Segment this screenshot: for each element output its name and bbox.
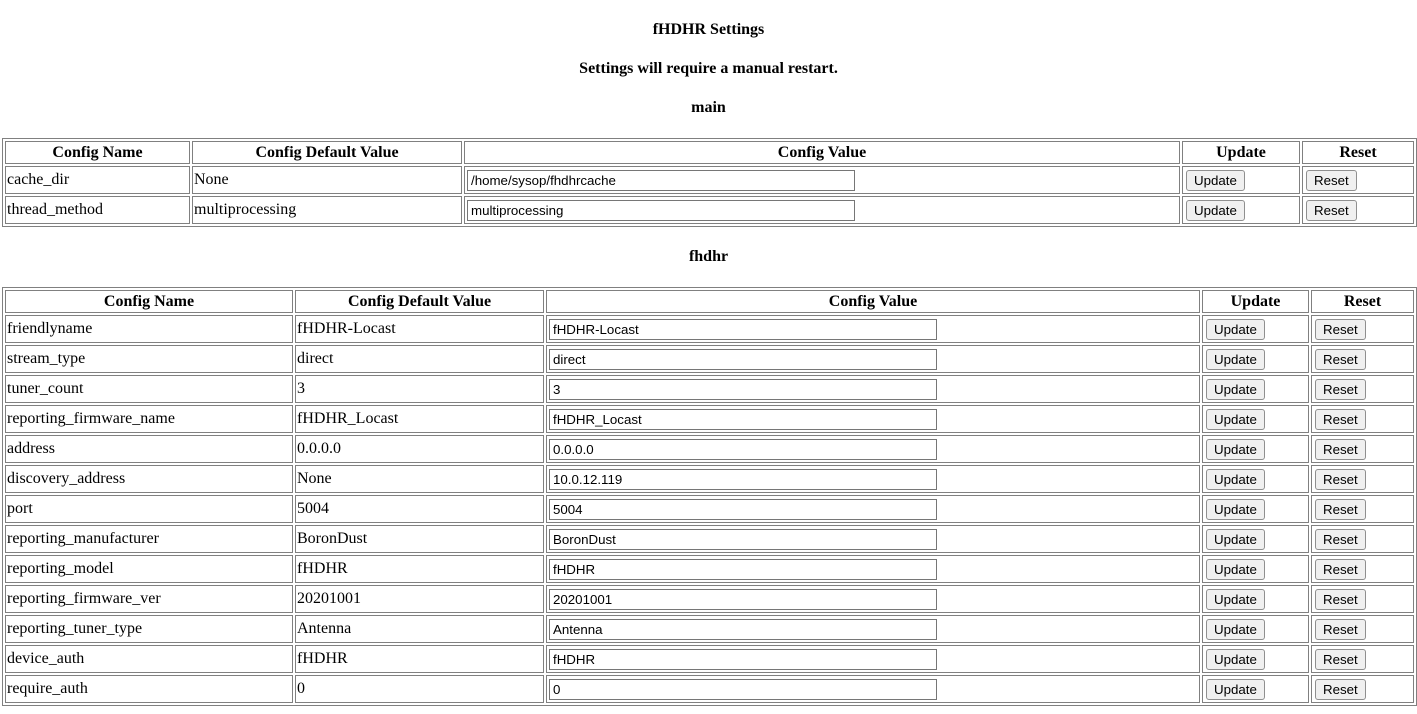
section-heading-main: main (691, 99, 726, 116)
config-value-input[interactable] (467, 200, 855, 221)
config-value-input[interactable] (549, 469, 937, 490)
update-cell (1202, 645, 1309, 673)
config-row (5, 375, 1414, 403)
config-row (5, 465, 1414, 493)
reset-button[interactable]: Reset (1306, 170, 1357, 191)
column-header-config-default-value: Config Default Value (295, 290, 544, 313)
config-name-cell: tuner_count (5, 375, 293, 403)
config-value-input[interactable] (549, 679, 937, 700)
reset-button[interactable]: Reset (1315, 559, 1366, 580)
update-button[interactable]: Update (1186, 170, 1245, 191)
restart-warning: Settings will require a manual restart. (579, 60, 838, 77)
reset-button[interactable]: Reset (1315, 469, 1366, 490)
reset-cell (1302, 166, 1414, 194)
update-cell (1182, 166, 1300, 194)
reset-cell (1311, 345, 1414, 373)
reset-cell (1311, 315, 1414, 343)
update-button[interactable]: Update (1206, 499, 1265, 520)
config-name-cell: port (5, 495, 293, 523)
update-button[interactable]: Update (1206, 679, 1265, 700)
config-name-cell: reporting_tuner_type (5, 615, 293, 643)
config-default-value-cell: Antenna (295, 615, 544, 643)
page-title: fHDHR Settings (652, 21, 765, 38)
config-row (5, 585, 1414, 613)
section-heading-fhdhr: fhdhr (688, 248, 729, 265)
config-name-cell: require_auth (5, 675, 293, 703)
update-button[interactable]: Update (1206, 379, 1265, 400)
update-cell (1202, 375, 1309, 403)
config-name-cell: thread_method (5, 196, 190, 224)
reset-cell (1311, 615, 1414, 643)
reset-button[interactable]: Reset (1315, 439, 1366, 460)
update-cell (1202, 345, 1309, 373)
update-cell (1182, 196, 1300, 224)
update-button[interactable]: Update (1206, 589, 1265, 610)
update-cell (1202, 495, 1309, 523)
update-button[interactable]: Update (1206, 619, 1265, 640)
column-header-update: Update (1182, 141, 1300, 164)
reset-cell (1311, 405, 1414, 433)
table-header-row (5, 141, 1414, 164)
config-value-input[interactable] (549, 349, 937, 370)
fhdhr-settings-table (2, 287, 1417, 706)
reset-cell (1311, 555, 1414, 583)
config-value-input[interactable] (549, 439, 937, 460)
config-value-cell (464, 166, 1180, 194)
reset-button[interactable]: Reset (1315, 499, 1366, 520)
update-button[interactable]: Update (1186, 200, 1245, 221)
reset-cell (1311, 495, 1414, 523)
reset-button[interactable]: Reset (1315, 649, 1366, 670)
update-cell (1202, 585, 1309, 613)
table-header-row (5, 290, 1414, 313)
config-name-cell: device_auth (5, 645, 293, 673)
column-header-update: Update (1202, 290, 1309, 313)
config-value-input[interactable] (549, 319, 937, 340)
update-cell (1202, 555, 1309, 583)
column-header-config-default-value: Config Default Value (192, 141, 462, 164)
config-value-input[interactable] (549, 499, 937, 520)
config-value-cell (546, 465, 1200, 493)
config-name-cell: reporting_firmware_name (5, 405, 293, 433)
update-cell (1202, 675, 1309, 703)
update-button[interactable]: Update (1206, 649, 1265, 670)
update-button[interactable]: Update (1206, 469, 1265, 490)
reset-cell (1311, 435, 1414, 463)
reset-button[interactable]: Reset (1315, 679, 1366, 700)
config-value-input[interactable] (549, 529, 937, 550)
update-cell (1202, 615, 1309, 643)
config-value-cell (546, 375, 1200, 403)
config-value-cell (546, 585, 1200, 613)
config-value-input[interactable] (549, 379, 937, 400)
config-row (5, 615, 1414, 643)
update-cell (1202, 315, 1309, 343)
config-row (5, 345, 1414, 373)
config-value-cell (546, 675, 1200, 703)
config-default-value-cell: None (192, 166, 462, 194)
config-default-value-cell: fHDHR (295, 645, 544, 673)
reset-cell (1311, 525, 1414, 553)
main-settings-table (2, 138, 1417, 227)
column-header-reset: Reset (1302, 141, 1414, 164)
reset-cell (1311, 585, 1414, 613)
config-row (5, 166, 1414, 194)
config-value-cell (546, 525, 1200, 553)
update-cell (1202, 435, 1309, 463)
config-name-cell: discovery_address (5, 465, 293, 493)
config-name-cell: reporting_model (5, 555, 293, 583)
config-row (5, 555, 1414, 583)
config-default-value-cell: None (295, 465, 544, 493)
config-default-value-cell: fHDHR_Locast (295, 405, 544, 433)
reset-cell (1311, 375, 1414, 403)
reset-cell (1311, 675, 1414, 703)
config-value-cell (546, 435, 1200, 463)
config-default-value-cell: 0 (295, 675, 544, 703)
config-value-cell (546, 405, 1200, 433)
config-default-value-cell: 5004 (295, 495, 544, 523)
config-value-input[interactable] (549, 409, 937, 430)
reset-button[interactable]: Reset (1315, 409, 1366, 430)
reset-button[interactable]: Reset (1315, 349, 1366, 370)
config-name-cell: friendlyname (5, 315, 293, 343)
reset-cell (1302, 196, 1414, 224)
column-header-reset: Reset (1311, 290, 1414, 313)
update-button[interactable]: Update (1206, 559, 1265, 580)
config-default-value-cell: 3 (295, 375, 544, 403)
config-value-input[interactable] (549, 649, 937, 670)
reset-button[interactable]: Reset (1315, 379, 1366, 400)
config-value-cell (546, 315, 1200, 343)
update-button[interactable]: Update (1206, 319, 1265, 340)
config-default-value-cell: fHDHR (295, 555, 544, 583)
config-default-value-cell: 0.0.0.0 (295, 435, 544, 463)
config-row (5, 405, 1414, 433)
update-button[interactable]: Update (1206, 439, 1265, 460)
reset-button[interactable]: Reset (1315, 589, 1366, 610)
config-default-value-cell: multiprocessing (192, 196, 462, 224)
config-default-value-cell: direct (295, 345, 544, 373)
config-name-cell: stream_type (5, 345, 293, 373)
reset-cell (1311, 645, 1414, 673)
column-header-config-name: Config Name (5, 290, 293, 313)
config-row (5, 495, 1414, 523)
config-row (5, 435, 1414, 463)
config-default-value-cell: BoronDust (295, 525, 544, 553)
config-row (5, 525, 1414, 553)
reset-cell (1311, 465, 1414, 493)
config-name-cell: reporting_manufacturer (5, 525, 293, 553)
config-default-value-cell: fHDHR-Locast (295, 315, 544, 343)
reset-button[interactable]: Reset (1315, 529, 1366, 550)
config-value-input[interactable] (549, 589, 937, 610)
config-name-cell: reporting_firmware_ver (5, 585, 293, 613)
config-row (5, 645, 1414, 673)
config-value-cell (464, 196, 1180, 224)
column-header-config-value: Config Value (546, 290, 1200, 313)
update-button[interactable]: Update (1206, 349, 1265, 370)
config-value-cell (546, 345, 1200, 373)
config-row (5, 675, 1414, 703)
config-row (5, 196, 1414, 224)
update-cell (1202, 525, 1309, 553)
config-value-cell (546, 555, 1200, 583)
update-cell (1202, 405, 1309, 433)
config-value-input[interactable] (549, 619, 937, 640)
reset-button[interactable]: Reset (1315, 619, 1366, 640)
config-value-input[interactable] (467, 170, 855, 191)
reset-button[interactable]: Reset (1306, 200, 1357, 221)
column-header-config-name: Config Name (5, 141, 190, 164)
update-button[interactable]: Update (1206, 409, 1265, 430)
reset-button[interactable]: Reset (1315, 319, 1366, 340)
config-row (5, 315, 1414, 343)
config-name-cell: address (5, 435, 293, 463)
column-header-config-value: Config Value (464, 141, 1180, 164)
config-default-value-cell: 20201001 (295, 585, 544, 613)
config-value-cell (546, 615, 1200, 643)
config-value-input[interactable] (549, 559, 937, 580)
config-value-cell (546, 645, 1200, 673)
config-value-cell (546, 495, 1200, 523)
config-name-cell: cache_dir (5, 166, 190, 194)
update-cell (1202, 465, 1309, 493)
update-button[interactable]: Update (1206, 529, 1265, 550)
